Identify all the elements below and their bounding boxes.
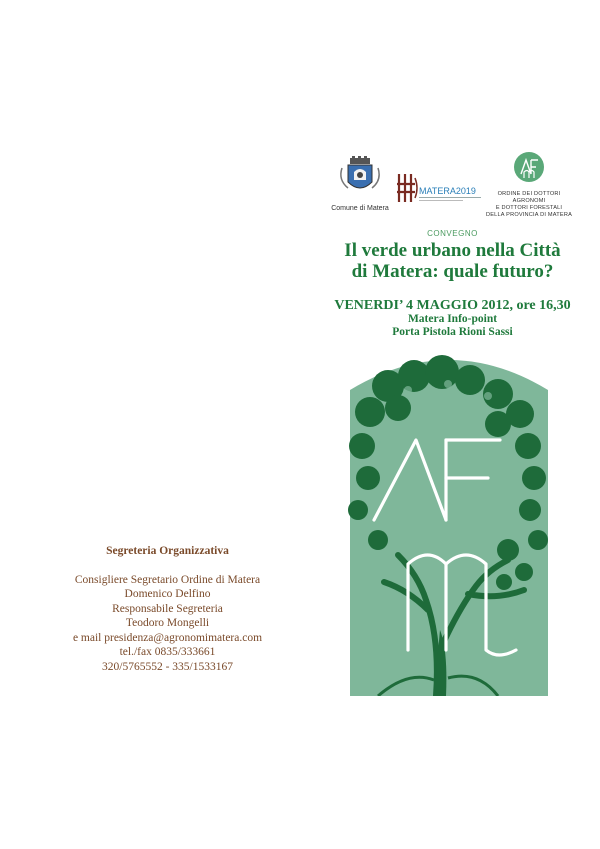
event-venue-line1: Matera Info-point <box>407 313 498 325</box>
event-date: VENERDI’ 4 MAGGIO 2012, ore 16,30 <box>334 298 571 313</box>
matera2019-text: MATERA2019 <box>419 186 476 196</box>
coat-of-arms-icon <box>328 156 392 196</box>
afm-circle-icon <box>484 150 574 186</box>
secretariat-line-3: Responsabile Segreteria <box>112 603 223 615</box>
ordine-caption-line2: E DOTTORI FORESTALI <box>495 205 563 211</box>
comune-caption: Comune di Matera <box>331 205 389 212</box>
event-kind: CONVEGNO <box>427 229 478 238</box>
secretariat-line-2: Domenico Delfino <box>124 588 211 600</box>
tree-illustration <box>348 350 550 696</box>
event-title-line1: Il verde urbano nella Città <box>344 240 561 261</box>
comune-di-matera-logo <box>328 156 392 212</box>
secretariat-email: e mail presidenza@agronomimatera.com <box>72 632 263 644</box>
secretariat-title: Segreteria Organizzativa <box>106 545 229 557</box>
ordine-agronomi-logo <box>484 150 574 218</box>
afm-tree-icon <box>348 350 550 696</box>
secretariat-phone-1: tel./fax 0835/333661 <box>119 646 216 658</box>
ordine-caption-line3: DELLA PROVINCIA DI MATERA <box>485 212 573 218</box>
secretariat-line-1: Consigliere Segretario Ordine di Matera <box>74 574 261 586</box>
event-venue-line2: Porta Pistola Rioni Sassi <box>392 326 513 338</box>
ordine-caption-line1: ORDINE DEI DOTTORI AGRONOMI <box>497 191 561 204</box>
secretariat-phone-2: 320/5765552 - 335/1533167 <box>102 661 233 673</box>
matera2019-mark-icon <box>395 168 487 210</box>
matera2019-logo <box>395 168 487 210</box>
event-title <box>320 240 585 282</box>
event-title-line2: di Matera: quale futuro? <box>351 261 554 282</box>
secretariat-line-4: Teodoro Mongelli <box>125 617 210 629</box>
